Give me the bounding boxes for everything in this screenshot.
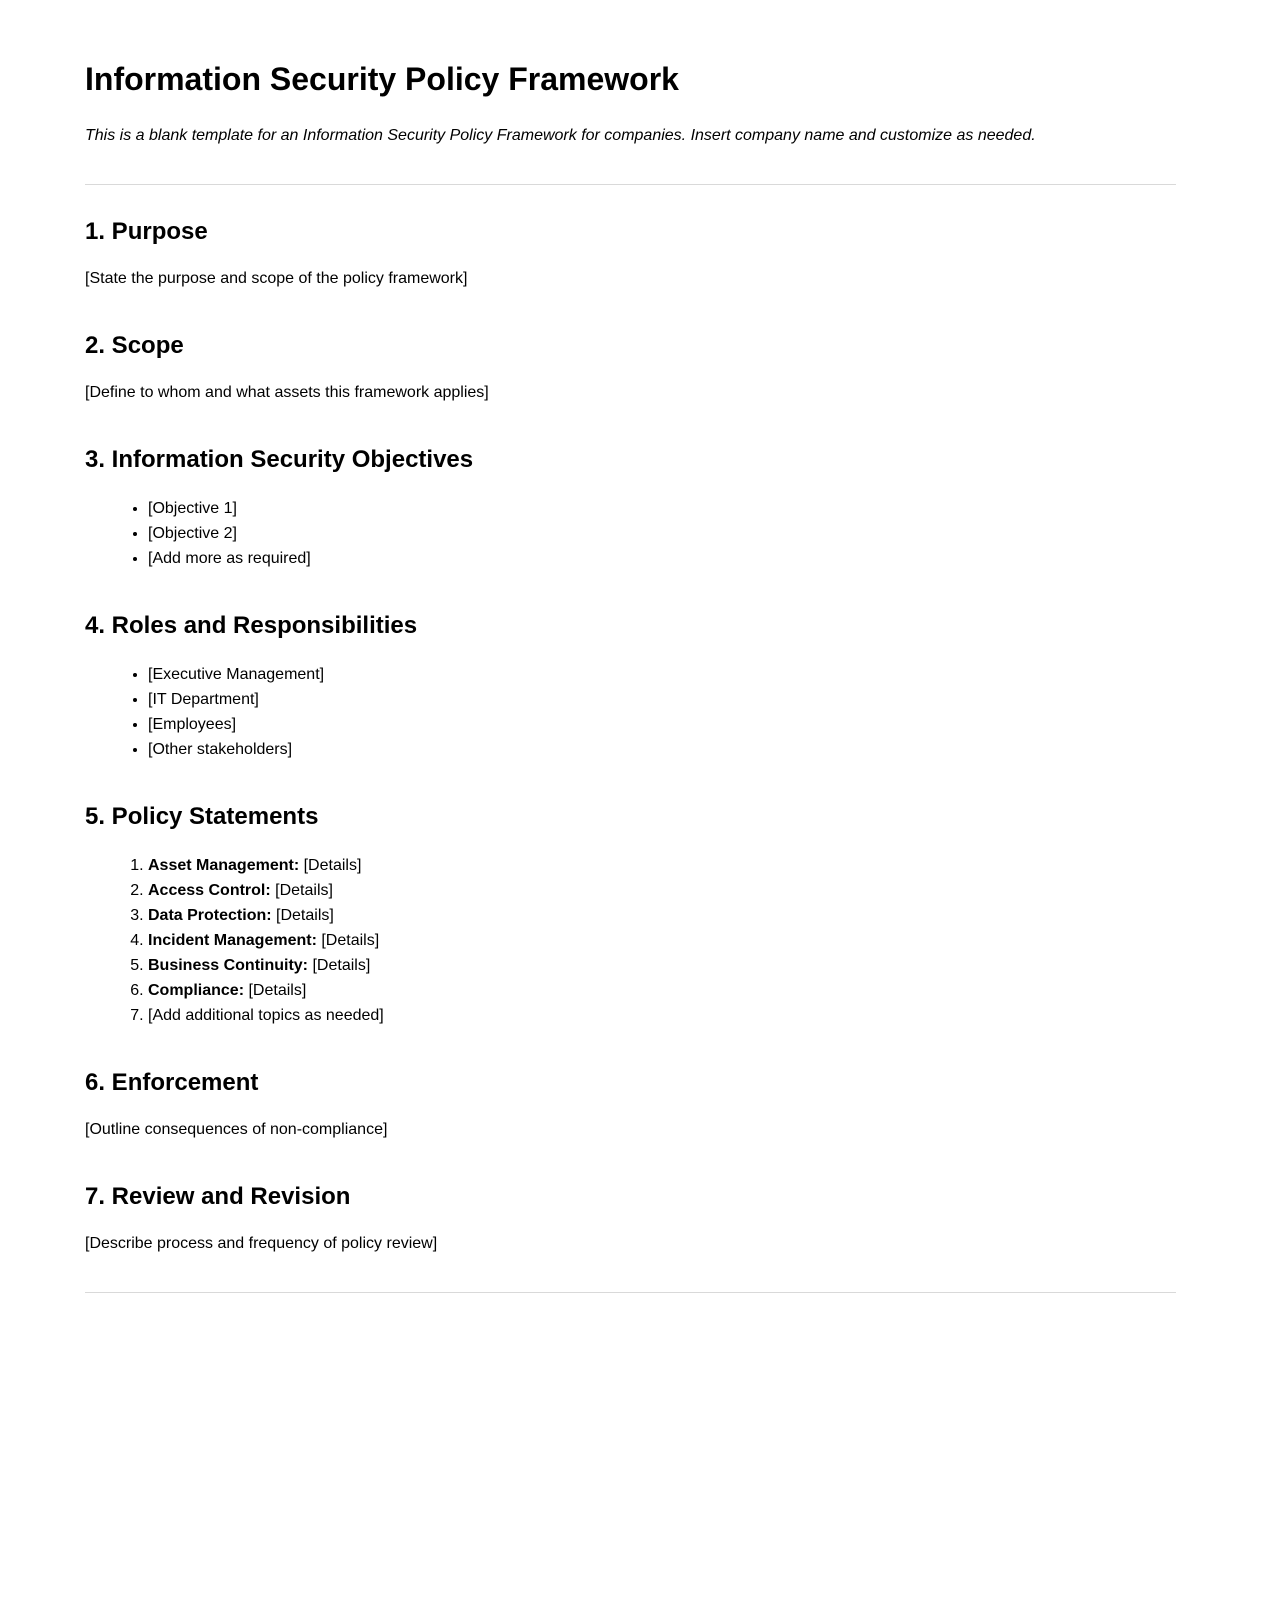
policy-topic-detail: [Details] bbox=[275, 882, 333, 899]
section-review-revision bbox=[85, 1182, 1176, 1256]
policy-topic-label: Incident Management: bbox=[148, 932, 317, 949]
section-heading-scope: 2. Scope bbox=[85, 332, 184, 359]
section-heading-review-revision: 7. Review and Revision bbox=[85, 1183, 351, 1210]
objectives-list bbox=[85, 496, 1176, 571]
section-scope bbox=[85, 331, 1176, 405]
list-item: • [IT Department] bbox=[148, 687, 1176, 712]
section-paragraph-purpose: [State the purpose and scope of the policy framework] bbox=[85, 270, 468, 287]
document-title: Information Security Policy Framework bbox=[85, 61, 679, 97]
policy-topic-detail: [Details] bbox=[276, 907, 334, 924]
section-paragraph-scope: [Define to whom and what assets this framework applies] bbox=[85, 384, 489, 401]
section-heading-policy-statements: 5. Policy Statements bbox=[85, 803, 319, 830]
policy-topic-detail: [Details] bbox=[248, 982, 307, 999]
policy-statements-list bbox=[85, 853, 1176, 1028]
list-item: • [Objective 2] bbox=[148, 521, 1176, 546]
section-heading-enforcement: 6. Enforcement bbox=[85, 1069, 259, 1096]
section-policy-statements bbox=[85, 802, 1176, 1028]
policy-topic-detail: [Details] bbox=[321, 932, 380, 949]
list-item bbox=[148, 903, 1176, 928]
list-item: • [Objective 1] bbox=[148, 496, 1176, 521]
policy-topic-detail: [Details] bbox=[312, 957, 371, 974]
list-item bbox=[148, 953, 1176, 978]
section-heading-roles: 4. Roles and Responsibilities bbox=[85, 612, 418, 639]
policy-topic-label: Data Protection: bbox=[148, 907, 272, 924]
section-enforcement bbox=[85, 1068, 1176, 1142]
section-heading-purpose: 1. Purpose bbox=[85, 218, 208, 245]
policy-topic-label: Business Continuity: bbox=[148, 957, 309, 974]
list-item: • [Employees] bbox=[148, 712, 1176, 737]
list-item bbox=[148, 853, 1176, 878]
top-divider bbox=[85, 184, 1176, 185]
section-paragraph-review-revision: [Describe process and frequency of policy review] bbox=[85, 1235, 438, 1252]
section-roles bbox=[85, 611, 1176, 762]
section-purpose bbox=[85, 217, 1176, 291]
policy-topic-detail: [Details] bbox=[303, 857, 362, 874]
list-item: • [Add more as required] bbox=[148, 546, 1176, 571]
roles-list bbox=[85, 662, 1176, 762]
list-item: • [Executive Management] bbox=[148, 662, 1176, 687]
policy-topic-detail: [Add additional topics as needed] bbox=[148, 1007, 384, 1024]
document-subtitle: This is a blank template for an Information Security Policy Framework for companies. Insert company name and customize as needed. bbox=[85, 127, 1036, 144]
section-objectives bbox=[85, 445, 1176, 571]
list-item bbox=[148, 928, 1176, 953]
list-item bbox=[148, 1003, 1176, 1028]
list-item: • [Other stakeholders] bbox=[148, 737, 1176, 762]
bottom-divider bbox=[85, 1292, 1176, 1293]
policy-topic-label: Access Control: bbox=[148, 882, 271, 899]
section-paragraph-enforcement: [Outline consequences of non-compliance] bbox=[85, 1121, 388, 1138]
policy-topic-label: Asset Management: bbox=[148, 857, 300, 874]
policy-topic-label: Compliance: bbox=[148, 982, 245, 999]
list-item bbox=[148, 978, 1176, 1003]
section-heading-objectives: 3. Information Security Objectives bbox=[85, 446, 474, 473]
list-item bbox=[148, 878, 1176, 903]
